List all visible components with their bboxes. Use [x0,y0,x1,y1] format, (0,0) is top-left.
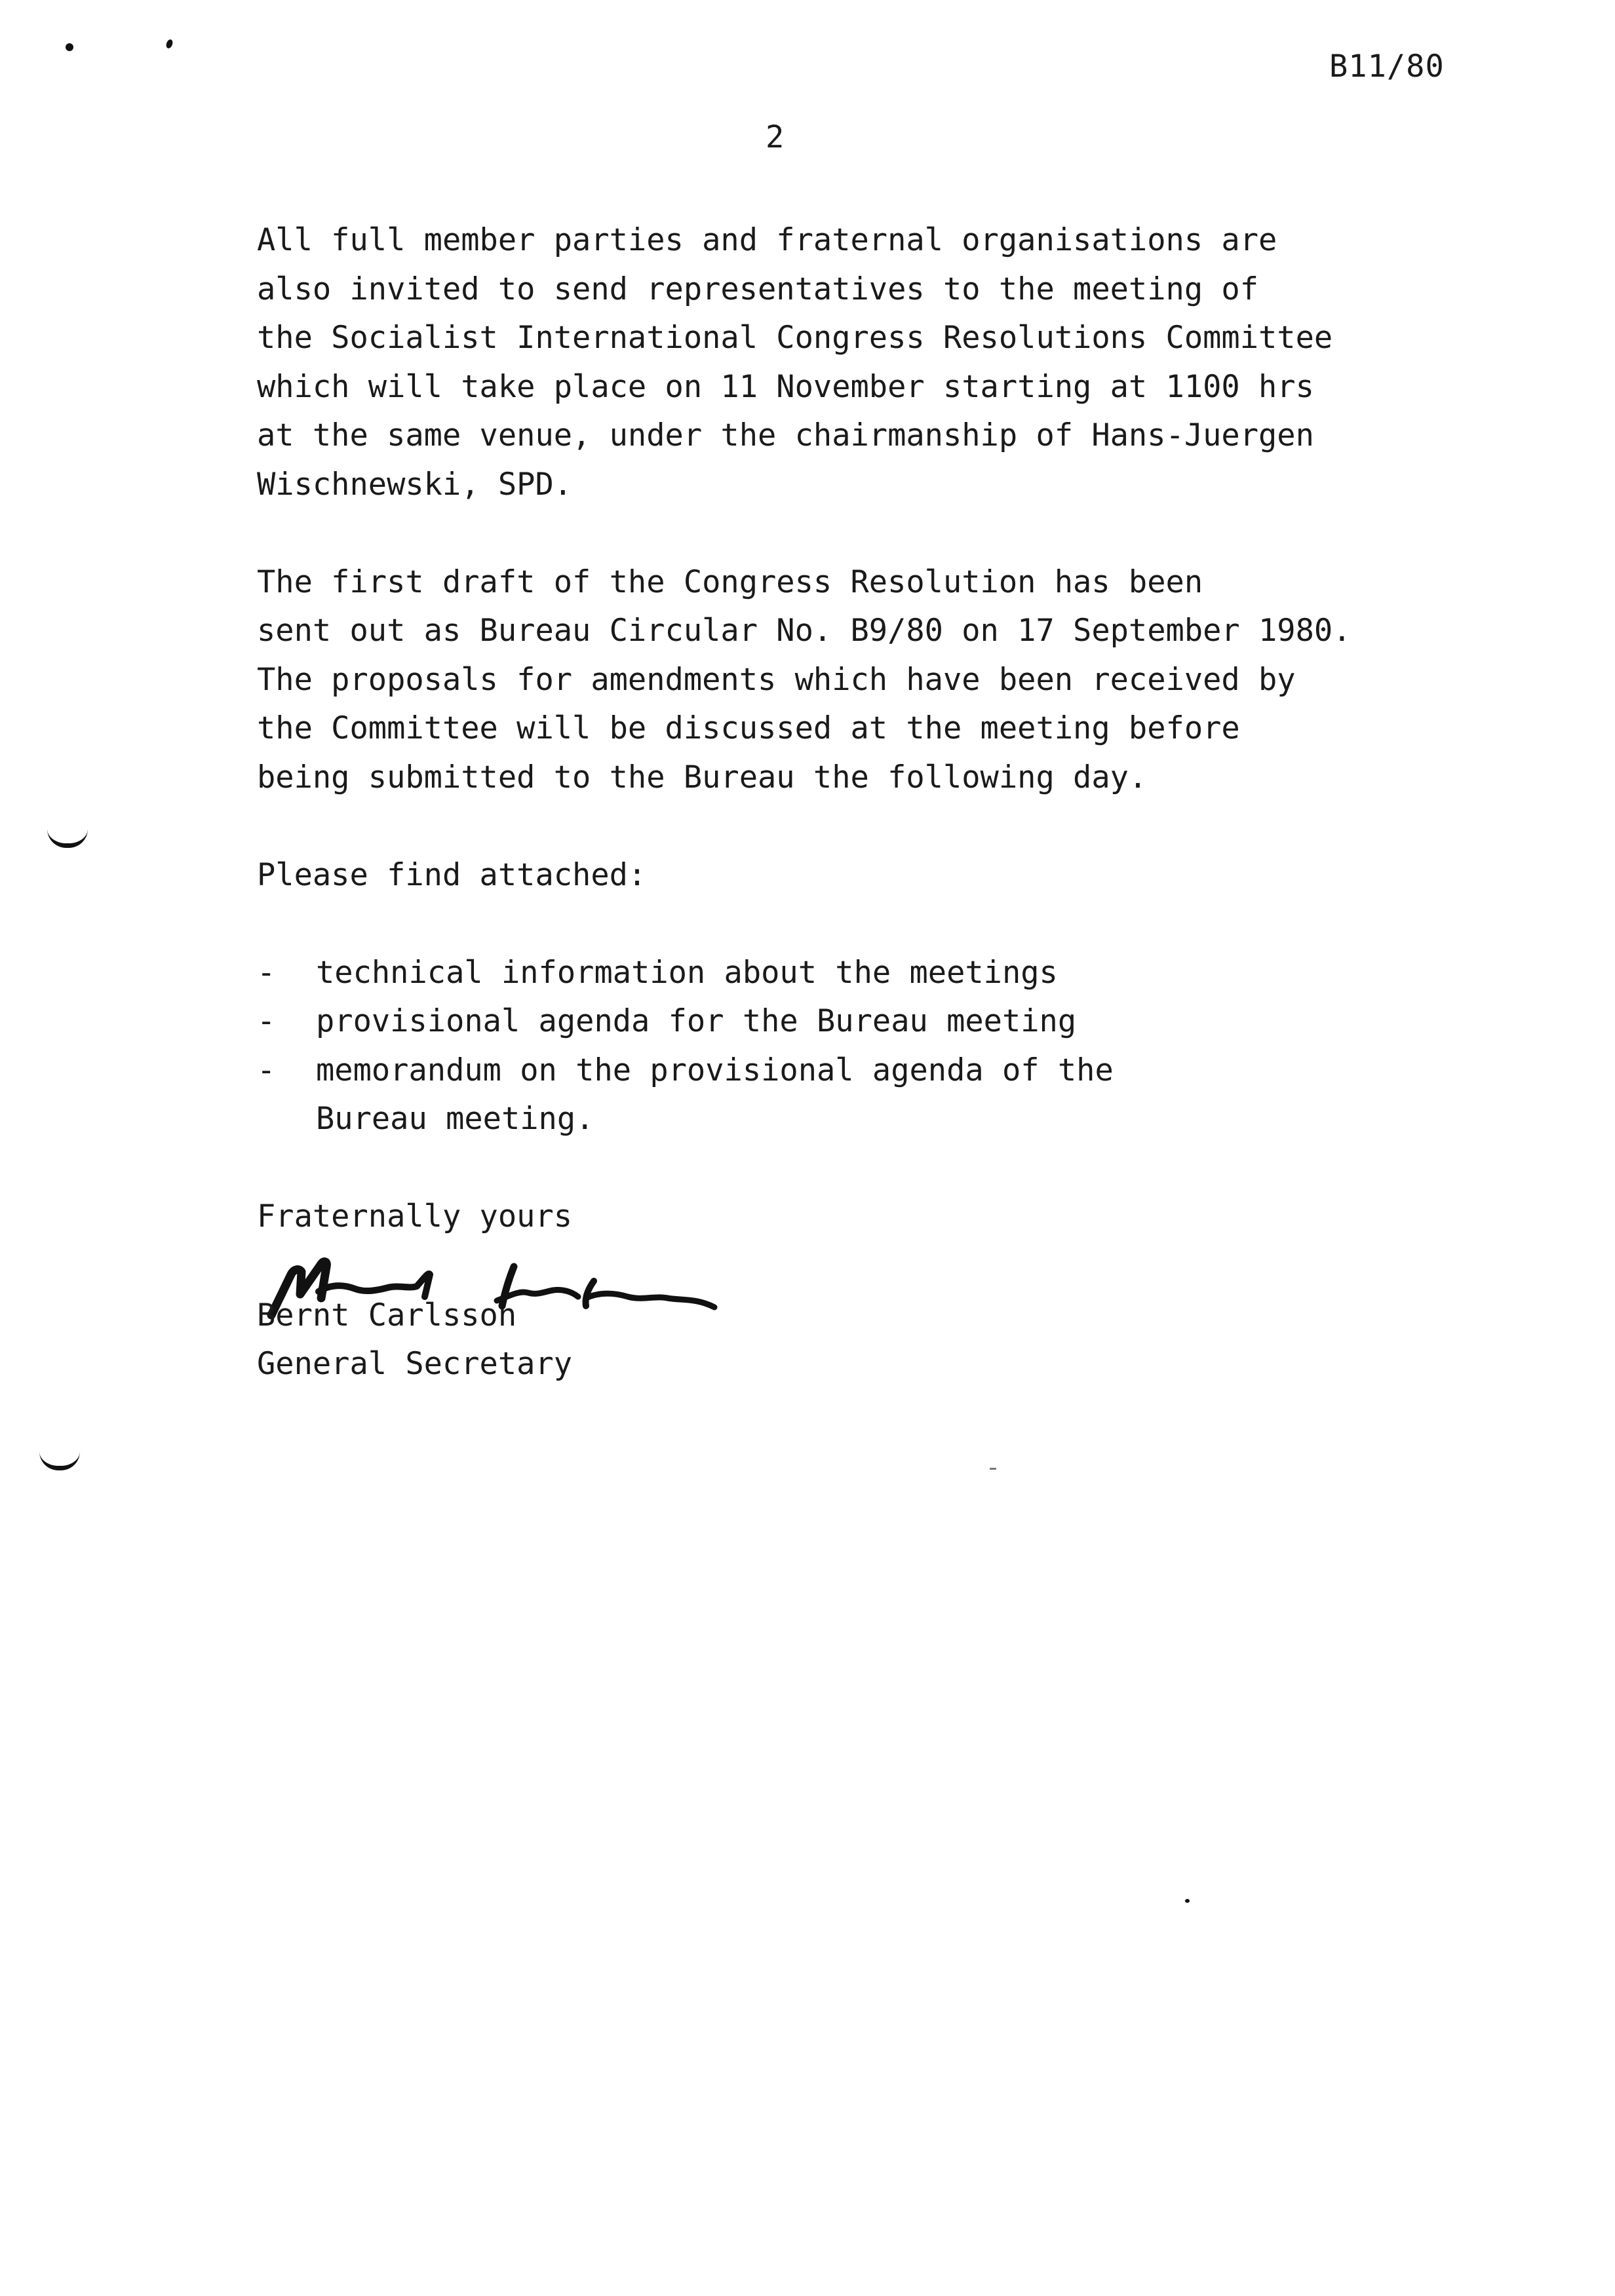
signatory-title: General Secretary [257,1346,573,1382]
attachment-memorandum: memorandum on the provisional agenda of the Bureau meeting. [316,1052,1114,1137]
scan-speck [1185,1899,1190,1903]
punch-hole-mark [47,829,88,848]
list-bullet: - [257,1052,276,1088]
signatory-name: Bernt Carlsson [257,1297,517,1333]
closing-salutation: Fraternally yours [257,1198,573,1234]
attachment-list [257,949,1542,1144]
paragraph-attached-intro: Please find attached: [257,856,647,893]
scan-speck [66,43,73,51]
list-item [257,997,1542,1046]
attachment-provisional-agenda: provisional agenda for the Bureau meeting [316,1003,1077,1039]
scan-speck [165,39,174,49]
page-number: 2 [766,119,785,155]
attachment-technical-info: technical information about the meetings [316,954,1058,991]
list-bullet: - [257,954,276,991]
paragraph-invitation: All full member parties and fraternal organisations are also invited to send representatives to the meeting of the Socialist International Congress Resolutions Committee which will take place on 11 November starting at 1100 hrs at the same venue, under the chairmanship of Hans-Juergen Wischnewski, SPD. [257,222,1333,503]
list-item [257,949,1542,998]
letter-body [257,216,1542,1389]
paragraph-draft-resolution: The first draft of the Congress Resolution has been sent out as Bureau Circular No. B9/80 on 17 September 1980. The proposals for amendments which have been received by the Committee will be discussed at the meeting before being submitted to the Bureau the following day. [257,564,1352,795]
list-bullet: - [257,1003,276,1039]
list-item [257,1046,1542,1144]
document-reference: B11/80 [1329,48,1445,85]
scan-speck [990,1468,996,1470]
punch-hole-mark [39,1451,80,1470]
